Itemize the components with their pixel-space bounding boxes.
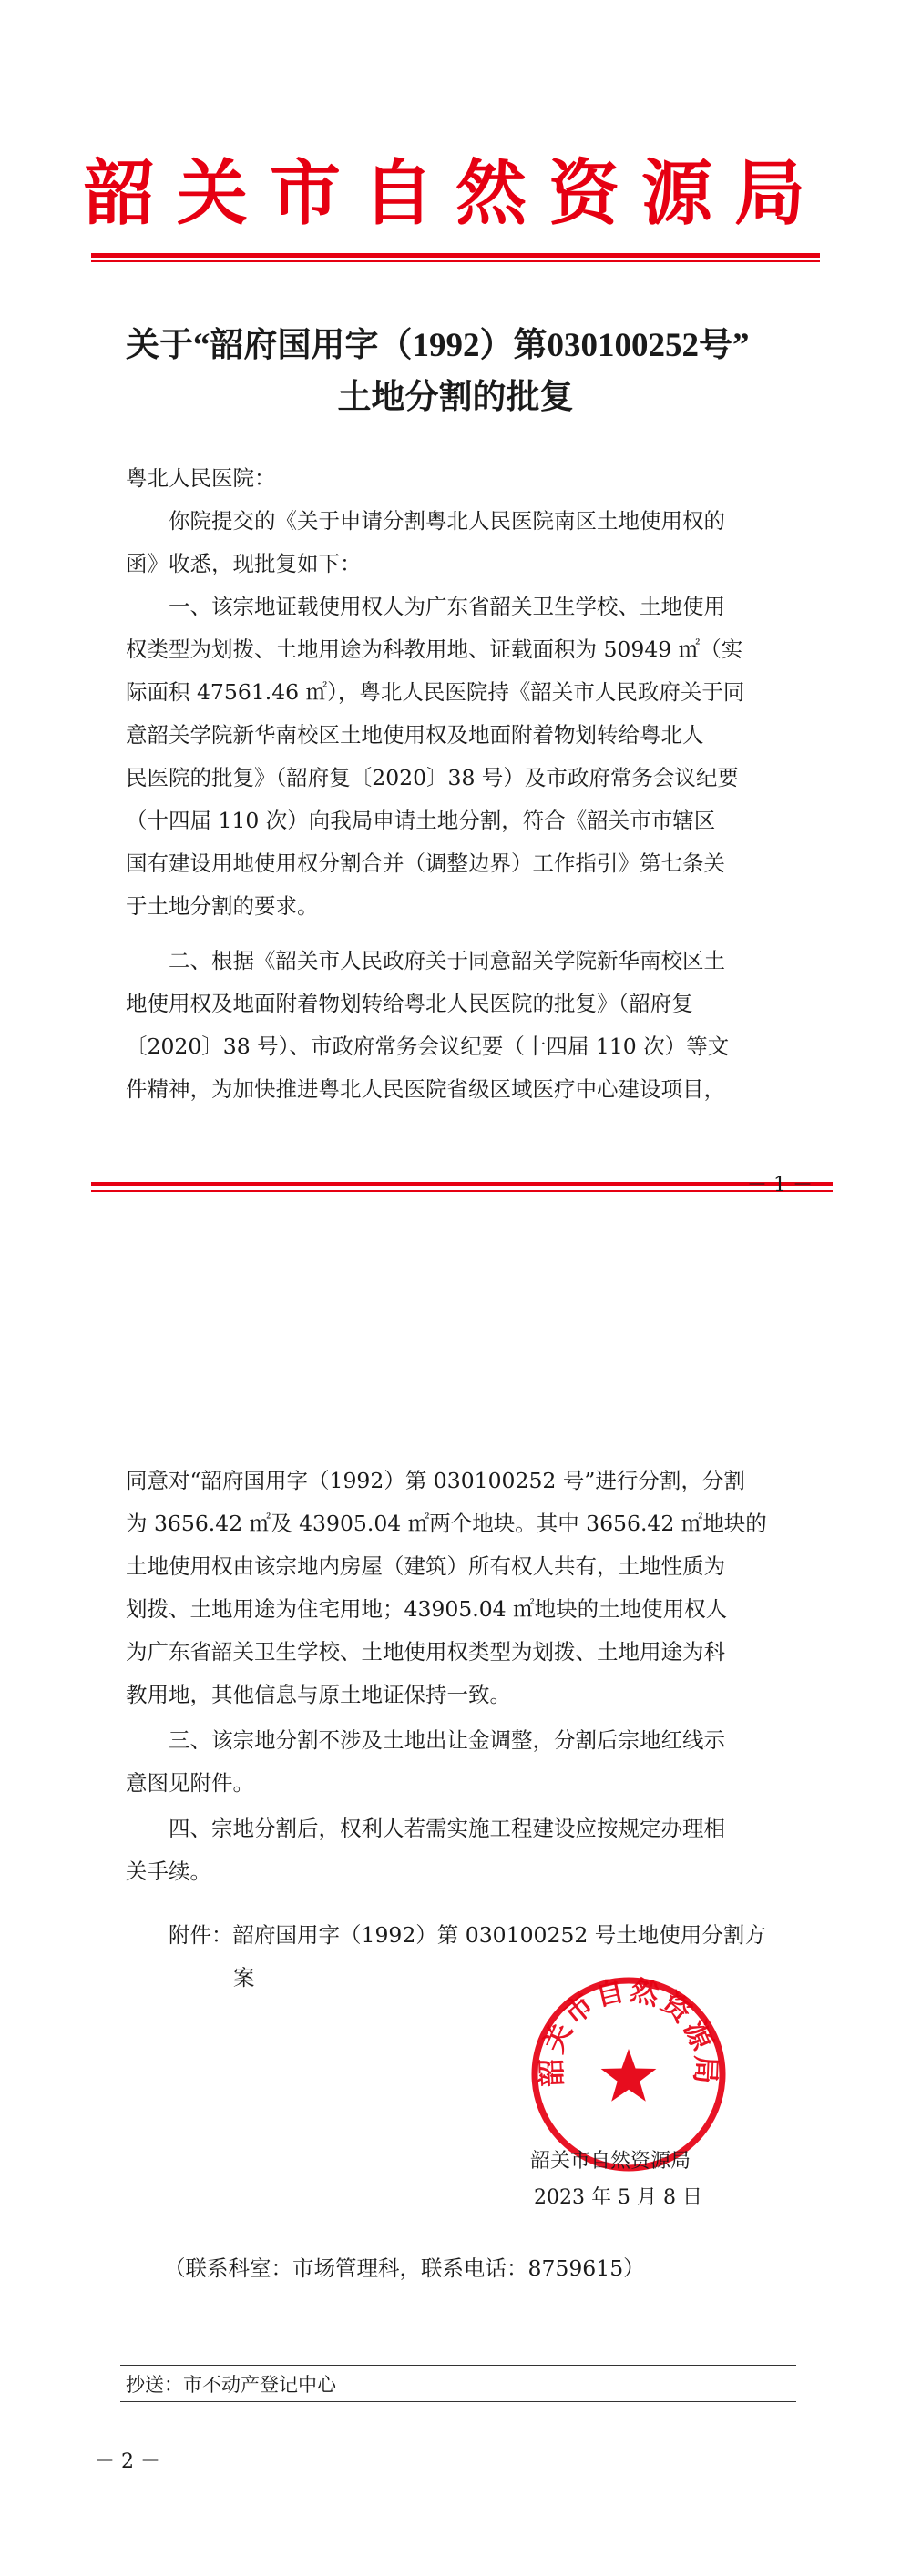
star-icon [601, 2049, 657, 2102]
body-line: 同意对“韶府国用字（1992）第 030100252 号”进行分割，分割 [126, 1468, 745, 1493]
page-number: － 2 － [95, 2450, 160, 2473]
body-line: 三、该宗地分割不涉及土地出让金调整，分割后宗地红线示 [169, 1727, 725, 1753]
issuer-header: 韶关市自然资源局 [83, 152, 827, 235]
attachment-line: 附件：韶府国用字（1992）第 030100252 号土地使用分割方 [169, 1922, 766, 1948]
body-line: 〔2020〕38 号）、市政府常务会议纪要（十四届 110 次）等文 [126, 1033, 730, 1059]
page-footer-rule-thin [91, 1190, 833, 1192]
body-line: 地使用权及地面附着物划转给粤北人民医院的批复》（韶府复 [126, 991, 693, 1016]
body-line: 为广东省韶关卫生学校、土地使用权类型为划拨、土地用途为科 [126, 1639, 725, 1665]
page-number: － 1 － [747, 1174, 813, 1196]
document-title-line2: 土地分割的批复 [337, 376, 574, 416]
body-line: 件精神，为加快推进粤北人民医院省级区域医疗中心建设项目， [126, 1076, 725, 1102]
body-line: 意图见附件。 [126, 1770, 254, 1796]
cc-rule-top [120, 2365, 796, 2366]
header-rule-thin [91, 260, 820, 262]
body-line: 四、宗地分割后，权利人若需实施工程建设应按规定办理相 [169, 1816, 725, 1841]
body-line: 国有建设用地使用权分割合并（调整边界）工作指引》第七条关 [126, 850, 725, 876]
attachment-line: 案 [233, 1965, 255, 1991]
header-rule-thick [91, 253, 820, 258]
cc-rule-bottom [120, 2401, 796, 2402]
salutation: 粤北人民医院： [126, 465, 276, 491]
body-line: 际面积 47561.46 ㎡），粤北人民医院持《韶关市人民政府关于同 [126, 679, 745, 705]
body-line: 民医院的批复》（韶府复〔2020〕38 号）及市政府常务会议纪要 [126, 765, 739, 790]
body-line: 于土地分割的要求。 [126, 893, 319, 919]
body-line: 教用地，其他信息与原土地证保持一致。 [126, 1682, 511, 1707]
body-line: 意韶关学院新华南校区土地使用权及地面附着物划转给粤北人 [126, 722, 704, 748]
cc-recipients: 抄送：市不动产登记中心 [126, 2374, 336, 2396]
body-line: 权类型为划拨、土地用途为科教用地、证载面积为 50949 ㎡（实 [126, 636, 743, 662]
official-seal [528, 1974, 729, 2174]
document-title-line1: 关于“韶府国用字（1992）第030100252号” [126, 327, 750, 364]
signature-date: 2023 年 5 月 8 日 [534, 2186, 702, 2209]
body-line: 函》收悉，现批复如下： [126, 551, 362, 576]
body-line: （十四届 110 次）向我局申请土地分割，符合《韶关市市辖区 [126, 808, 716, 833]
signature-org: 韶关市自然资源局 [530, 2150, 691, 2173]
body-line: 划拨、土地用途为住宅用地；43905.04 ㎡地块的土地使用权人 [126, 1596, 728, 1622]
body-line: 为 3656.42 ㎡及 43905.04 ㎡两个地块。其中 3656.42 ㎡地块的 [126, 1511, 767, 1536]
seal-text: 韶关市自然资源局 [535, 1974, 722, 2088]
body-line: 一、该宗地证载使用权人为广东省韶关卫生学校、土地使用 [169, 594, 725, 619]
body-line: 二、根据《韶关市人民政府关于同意韶关学院新华南校区土 [169, 948, 725, 973]
body-line: 你院提交的《关于申请分割粤北人民医院南区土地使用权的 [169, 508, 725, 534]
contact-info: （联系科室：市场管理科，联系电话：8759615） [164, 2255, 645, 2281]
body-line: 关手续。 [126, 1858, 211, 1884]
body-line: 土地使用权由该宗地内房屋（建筑）所有权人共有，土地性质为 [126, 1553, 725, 1579]
page-footer-rule-thick [91, 1182, 833, 1186]
